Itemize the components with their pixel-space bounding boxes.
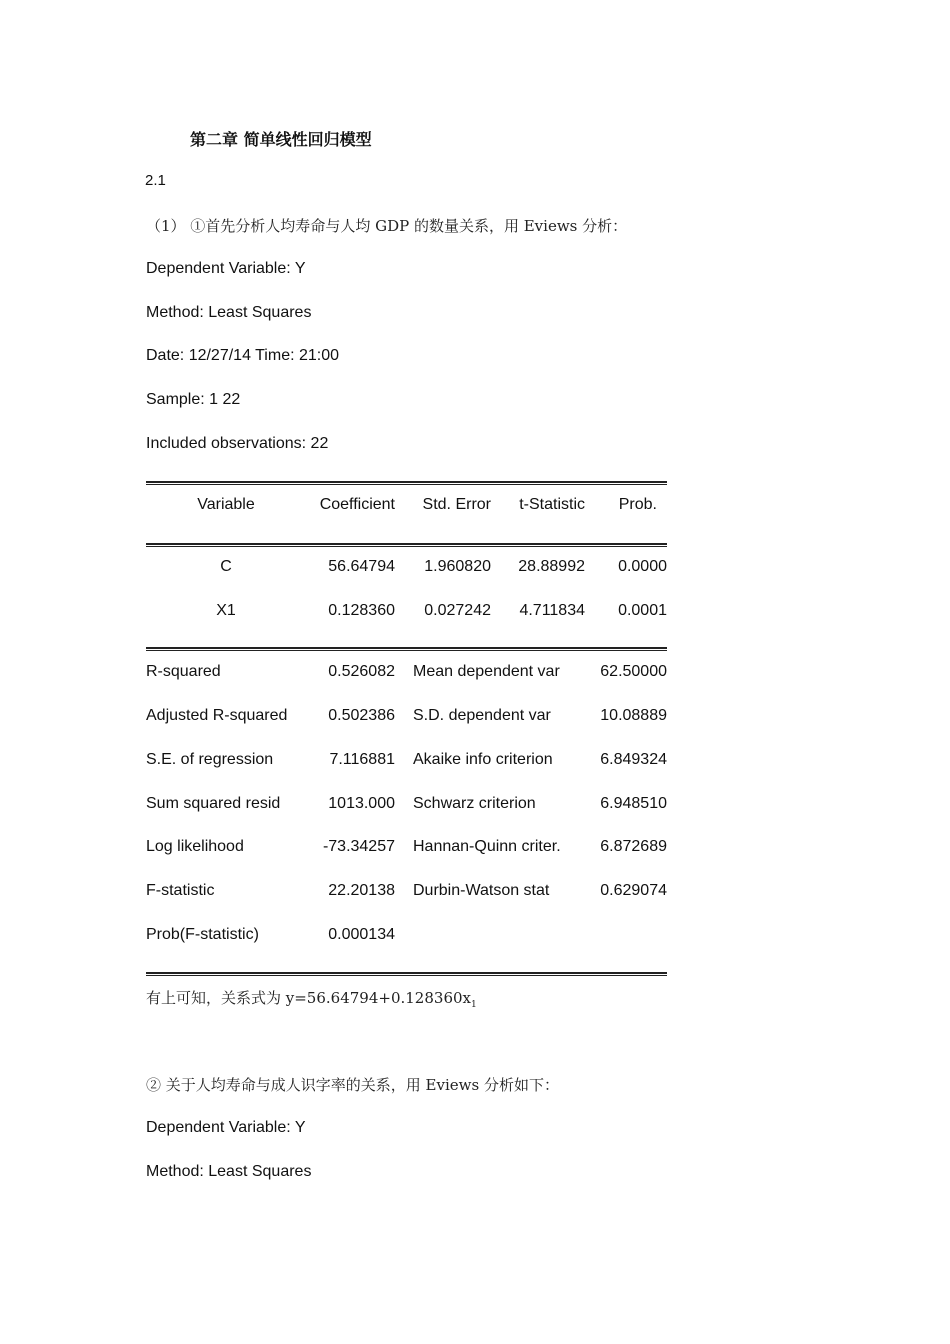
method-line-2: Method: Least Squares [146, 1163, 312, 1180]
table-row-x1-std-error: 0.027242 [424, 602, 491, 619]
table-row-x1-coefficient: 0.128360 [328, 602, 395, 619]
subscript: 1 [470, 1000, 477, 1010]
stat-value: 0.629074 [600, 882, 667, 899]
chapter-heading: 第二章 简单线性回归模型 [190, 130, 372, 149]
stat-label: S.D. dependent var [413, 707, 551, 724]
stat-label: Prob(F-statistic) [146, 926, 259, 943]
dependent-variable-line: Dependent Variable: Y [146, 260, 306, 277]
stat-value: 10.08889 [600, 707, 667, 724]
stat-label: Log likelihood [146, 838, 244, 855]
stats-top-rule [146, 647, 667, 651]
table-row-x1-variable: X1 [216, 602, 236, 619]
table-row-c-std-error: 1.960820 [424, 558, 491, 575]
table-bottom-rule [146, 972, 667, 976]
stat-label: Durbin-Watson stat [413, 882, 550, 899]
table-row-c-t-statistic: 28.88992 [518, 558, 585, 575]
col-header-std-error: Std. Error [422, 496, 491, 513]
col-header-t-statistic: t-Statistic [519, 496, 585, 513]
sample-line: Sample: 1 22 [146, 391, 241, 408]
stat-value: 62.50000 [600, 663, 667, 680]
stat-label: S.E. of regression [146, 751, 274, 768]
stat-value: 0.502386 [328, 707, 395, 724]
stat-value: 6.948510 [600, 795, 667, 812]
table-header-rule [146, 543, 667, 547]
stat-label: Mean dependent var [413, 663, 560, 680]
stat-label: Adjusted R-squared [146, 707, 288, 724]
table-row-c-coefficient: 56.64794 [328, 558, 395, 575]
table-row-x1-t-statistic: 4.711834 [519, 602, 585, 619]
stat-value: 22.20138 [328, 882, 395, 899]
stat-label: Schwarz criterion [413, 795, 536, 812]
conclusion-text [146, 987, 477, 1010]
col-header-variable: Variable [197, 496, 255, 513]
stat-value: -73.34257 [322, 838, 395, 855]
stat-label: Hannan-Quinn criter. [413, 838, 561, 855]
section-number: 2.1 [145, 172, 166, 189]
stat-value: 6.872689 [600, 838, 667, 855]
dependent-variable-line-2: Dependent Variable: Y [146, 1119, 306, 1136]
part1-intro: （1） ①首先分析人均寿命与人均 GDP 的数量关系，用 Eviews 分析： [146, 217, 628, 235]
part2-intro: ② 关于人均寿命与成人识字率的关系，用 Eviews 分析如下： [146, 1076, 559, 1094]
stat-value: 1013.000 [328, 795, 395, 812]
table-row-c-prob: 0.0000 [618, 558, 667, 575]
col-header-prob: Prob. [618, 496, 657, 513]
conclusion-equation: 有上可知，关系式为 y=56.64794+0.128360x [146, 989, 471, 1007]
stat-label: Akaike info criterion [413, 751, 553, 768]
table-row-x1-prob: 0.0001 [618, 602, 667, 619]
stat-value: 7.116881 [329, 751, 395, 768]
observations-line: Included observations: 22 [146, 435, 329, 452]
method-line: Method: Least Squares [146, 304, 312, 321]
table-top-rule [146, 481, 667, 485]
stat-value: 6.849324 [600, 751, 667, 768]
stat-label: F-statistic [146, 882, 215, 899]
table-row-c-variable: C [220, 558, 232, 575]
stat-value: 0.526082 [328, 663, 395, 680]
date-line: Date: 12/27/14 Time: 21:00 [146, 347, 340, 364]
stat-value: 0.000134 [328, 926, 395, 943]
col-header-coefficient: Coefficient [319, 496, 395, 513]
stat-label: Sum squared resid [146, 795, 281, 812]
stat-label: R-squared [146, 663, 221, 680]
